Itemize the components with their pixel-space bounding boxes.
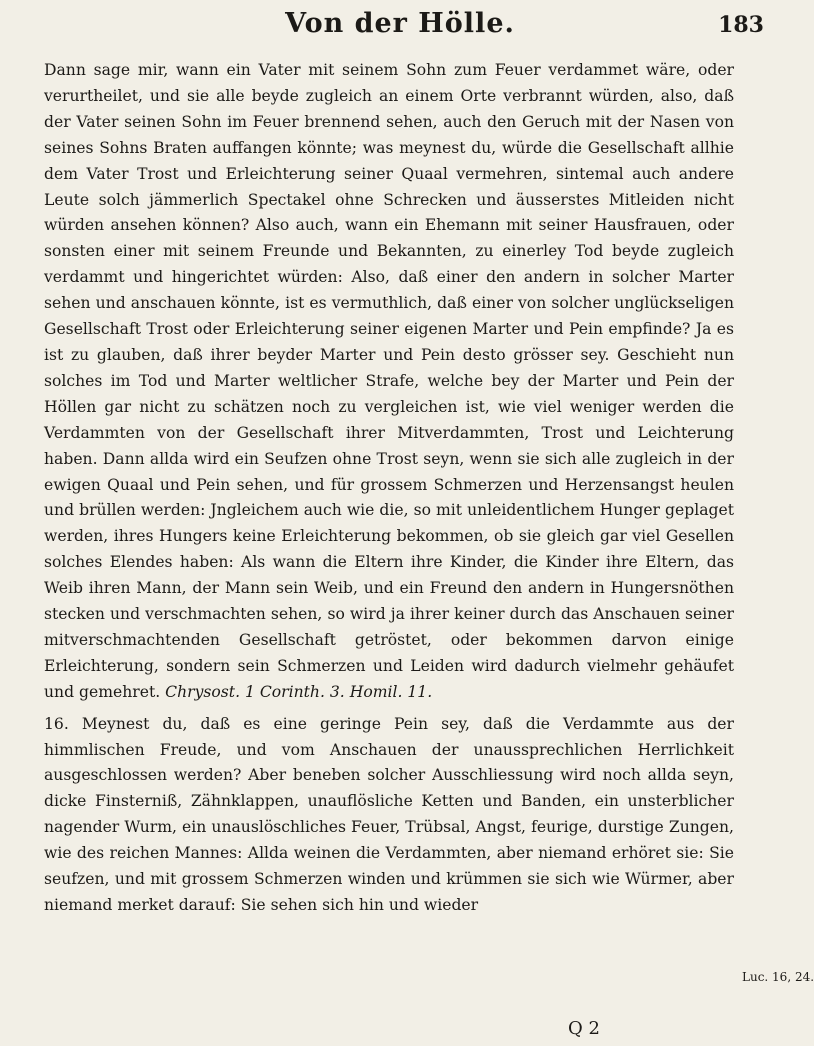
running-head: Von der Hölle. [285, 8, 515, 39]
paragraph-1 [44, 58, 734, 706]
paragraph-2 [44, 712, 734, 919]
page-header [0, 8, 800, 48]
paragraph-1-text: Dann sage mir, wann ein Vater mit seinem Sohn zum Feuer verdammet wäre, oder verurtheilet, und sie alle beyde zugleich an einem Orte verbrannt würden, also, daß der Vater seinen Sohn im Feuer brennend sehen, auch den Geruch mit der Nasen von seines Sohns Braten auffangen könnte; was meynest du, würde die Gesellschaft allhie dem Vater Trost und Erleichterung seiner Quaal vermehren, sintemal auch andere Leute solch jämmerlich Spectakel ohne Schrecken und äusserstes Mitleiden nicht würden ansehen können? Also auch, wann ein Ehemann mit seiner Hausfrauen, oder sonsten einer mit seinem Freunde und Bekannten, zu einerley Tod beyde zugleich verdammt und hingerichtet würden: Also, daß einer den andern in solcher Marter sehen und anschauen könnte, ist es vermuthlich, daß einer von solcher unglückseligen Gesellschaft Trost oder Erleichterung seiner eigenen Marter und Pein empfinde? Ja es ist zu glauben, daß ihrer beyder Marter und Pein desto grösser sey. Geschieht nun solches im Tod und Marter weltlicher Strafe, welche bey der Marter und Pein der Höllen gar nicht zu schätzen noch zu vergleichen ist, wie viel weniger werden die Verdammten von der Gesellschaft ihrer Mitverdammten, Trost und Leichterung haben. Dann allda wird ein Seufzen ohne Trost seyn, wenn sie sich alle zugleich in der ewigen Quaal und Pein sehen, und für grossem Schmerzen und Herzensangst heulen und brüllen werden: Jngleichem auch wie die, so mit unleidentlichem Hunger geplaget werden, ihres Hungers keine Erleichterung bekommen, ob sie gleich gar viel Gesellen solches Elendes haben: Als wann die Eltern ihre Kinder, die Kinder ihre Eltern, das Weib ihren Mann, der Mann sein Weib, und ein Freund den andern in Hungersnöthen stecken und verschmachten sehen, so wird ja ihrer keiner durch das Anschauen seiner mitverschmachtenden Gesellschaft getröstet, oder bekommen darvon einige Erleichterung, sondern sein Schmerzen und Leiden wird dadurch vielmehr gehäufet und gemehret. [44, 61, 734, 701]
body-text [44, 58, 734, 919]
margin-note-luke: Luc. 16, 24. [742, 970, 814, 984]
signature-mark: Q 2 [568, 1018, 600, 1039]
paragraph-2-text: 16. Meynest du, daß es eine geringe Pein sey, daß die Verdammte aus der himmlischen Freude, und vom Anschauen der unaussprechlichen Herrlichkeit ausgeschlossen werden? Aber beneben solcher Ausschliessung wird noch allda seyn, dicke Finsterniß, Zähnklappen, unauflösliche Ketten und Banden, ein unsterblicher nagender Wurm, ein unauslöschliches Feuer, Trübsal, Angst, feurige, durstige Zungen, wie des reichen Mannes: Allda weinen die Verdammten, aber niemand erhöret sie: Sie seufzen, und mit grossem Schmerzen winden und krümmen sie sich wie Würmer, aber niemand merket darauf: Sie sehen sich hin und wieder [44, 714, 734, 914]
citation-chrysostom: Chrysost. 1 Corinth. 3. Homil. 11. [165, 682, 433, 701]
page-number: 183 [718, 12, 764, 38]
